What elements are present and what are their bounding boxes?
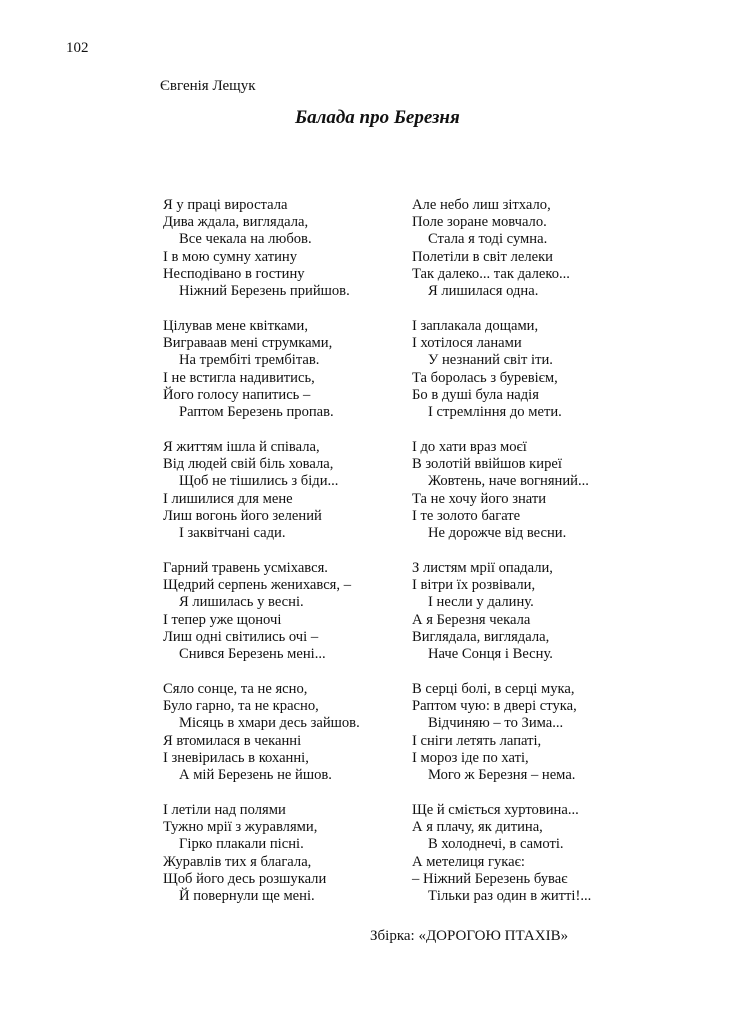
poem-line: Й повернули ще мені. (179, 887, 315, 904)
poem-line: Я лишилася одна. (428, 282, 539, 299)
poem-line: Полетіли в світ лелеки (412, 248, 553, 265)
poem-line: І хотілося ланами (412, 335, 522, 352)
poem-line: Не дорожче від весни. (428, 524, 567, 541)
poem-line: Журавлів тих я благала, (163, 853, 312, 870)
poem-line: – Ніжний Березень буває (412, 870, 568, 887)
poem-line: А я плачу, як дитина, (412, 819, 543, 836)
stanza (163, 439, 393, 560)
poem-column-right (412, 197, 642, 923)
poem-line: Дива ждала, виглядала, (163, 214, 309, 231)
poem-line: Снився Березень мені... (179, 645, 326, 662)
poem-line: Його голосу напитись – (163, 386, 311, 403)
stanza (163, 681, 393, 802)
poem-line: Я життям ішла й співала, (163, 439, 320, 455)
poem-line: Щедрий серпень женихався, – (163, 577, 351, 594)
poem-line: Гірко плакали пісні. (179, 836, 304, 853)
poem-line: Від людей свій біль ховала, (163, 456, 334, 473)
poem-line: В золотій ввійшов киреї (412, 456, 562, 473)
poem-line: Стала я тоді сумна. (428, 231, 548, 248)
poem-line: Було гарно, та не красно, (163, 698, 319, 715)
poem-line: І в мою сумну хатину (163, 248, 298, 265)
poem-line: В холоднечі, в самоті. (428, 836, 564, 853)
source-collection: Збірка: «ДОРОГОЮ ПТАХІВ» (370, 928, 569, 944)
poem-line: У незнаний світ іти. (428, 352, 553, 369)
poem-line: Та не хочу його знати (412, 490, 547, 507)
stanza (412, 318, 642, 439)
poem-line: Але небо лиш зітхало, (412, 197, 551, 213)
poem-line: І мороз іде по хаті, (412, 749, 529, 766)
stanza (163, 560, 393, 681)
poem-line: І сніги летять лапаті, (412, 732, 542, 749)
stanza (412, 560, 642, 681)
poem-line: Я лишилась у весні. (179, 594, 304, 611)
poem-line: Бо в душі була надія (412, 386, 539, 403)
stanza (412, 197, 642, 318)
poem-line: І лишилися для мене (163, 490, 293, 507)
poem-line: Лиш вогонь його зелений (163, 507, 322, 524)
stanza (412, 802, 642, 923)
poem-line: Місяць в хмари десь зайшов. (179, 715, 360, 732)
poem-line: Сяло сонце, та не ясно, (163, 681, 308, 697)
stanza (163, 197, 393, 318)
poem-line: І заквітчані сади. (179, 524, 286, 541)
poem-line: Поле зоране мовчало. (412, 214, 547, 231)
poem-line: На трембіті трембітав. (179, 352, 320, 369)
poem-line: З листям мрії опадали, (412, 560, 553, 576)
poem-line: Жовтень, наче вогняний... (428, 473, 589, 490)
poem-line: Гарний травень усміхався. (163, 560, 328, 576)
poem-line: Та боролась з буревієм, (412, 369, 558, 386)
poem-line: І тепер уже щоночі (163, 611, 282, 628)
poem-line: Все чекала на любов. (179, 231, 312, 248)
stanza (163, 802, 393, 923)
poem-line: Цілував мене квітками, (163, 318, 308, 334)
poem-line: Мого ж Березня – нема. (428, 766, 576, 783)
poem-line: Так далеко... так далеко... (412, 265, 570, 282)
poem-line: Раптом чую: в двері стука, (412, 698, 577, 715)
poem-line: А мій Березень не йшов. (179, 766, 332, 783)
poem-line: І несли у далину. (428, 594, 534, 611)
poem-line: І зневірилась в коханні, (163, 749, 309, 766)
poem-line: Щоб його десь розшукали (163, 870, 327, 887)
poem-line: Ніжний Березень прийшов. (179, 282, 350, 299)
poem-line: Я у праці виростала (163, 197, 288, 213)
poem-line: Тільки раз один в житті!... (428, 887, 592, 904)
poem-line: А метелиця гукає: (412, 853, 525, 870)
poem-line: І до хати враз моєї (412, 439, 527, 455)
poem-line: І те золото багате (412, 507, 521, 524)
poem-line: І не встигла надивитись, (163, 369, 315, 386)
stanza (412, 439, 642, 560)
stanza (163, 318, 393, 439)
poem-line: А я Березня чекала (412, 611, 531, 628)
poem-line: Несподівано в гостину (163, 265, 305, 282)
poem-line: Ще й сміється хуртовина... (412, 802, 579, 818)
poem-line: Тужно мрії з журавлями, (163, 819, 318, 836)
poem-line: Наче Сонця і Весну. (428, 645, 553, 662)
poem-line: Лиш одні світились очі – (163, 628, 319, 645)
poem-line: І заплакала дощами, (412, 318, 539, 334)
page-number: 102 (66, 40, 89, 56)
poem-line: Виглядала, виглядала, (412, 628, 550, 645)
poem-title: Балада про Березня (295, 107, 460, 128)
poem-line: І стремління до мети. (428, 403, 562, 420)
poem-line: Відчиняю – то Зима... (428, 715, 564, 732)
author-name: Євгенія Лещук (160, 78, 256, 94)
poem-line: Я втомилася в чеканні (163, 732, 302, 749)
poem-line: Раптом Березень пропав. (179, 403, 334, 420)
poem-line: І летіли над полями (163, 802, 286, 818)
poem-line: В серці болі, в серці мука, (412, 681, 575, 697)
poem-line: Виграваав мені струмками, (163, 335, 333, 352)
poem-line: І вітри їх розвівали, (412, 577, 536, 594)
poem-line: Щоб не тішились з біди... (179, 473, 339, 490)
poem-column-left (163, 197, 393, 923)
stanza (412, 681, 642, 802)
